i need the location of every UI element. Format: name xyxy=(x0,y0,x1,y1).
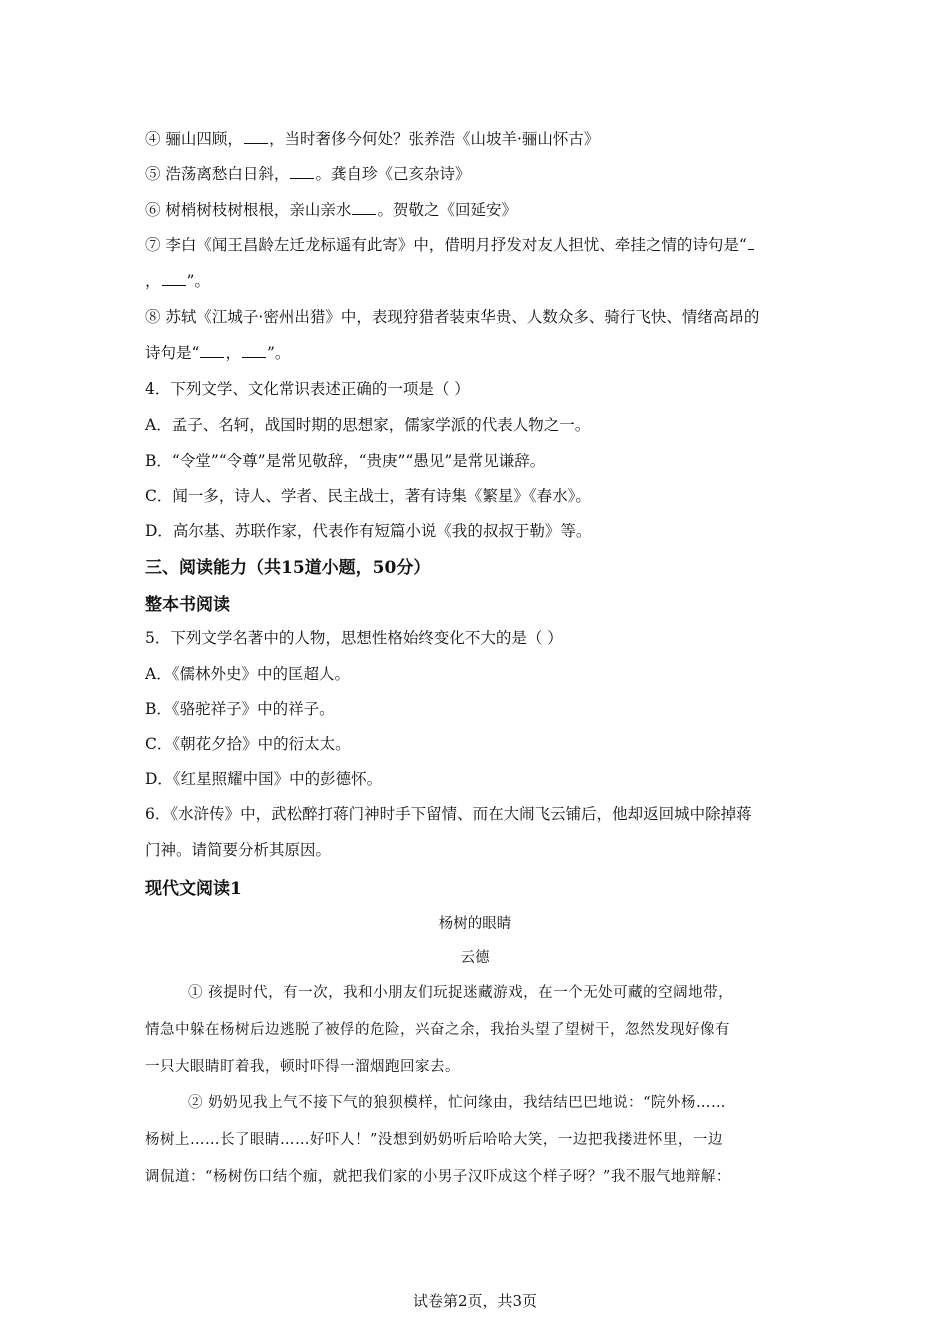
item-7-text: ⑦ 李白《闻王昌龄左迁龙标遥有此寄》中，借明月抒发对友人担忧、牵挂之情的诗句是“ xyxy=(145,236,747,254)
paragraph-2-line: 杨树上……长了眼睛……好吓人！”没想到奶奶听后哈哈大笑，一边把我搂进怀里，一边 xyxy=(145,1132,723,1148)
reading-section-title: 现代文阅读1 xyxy=(145,879,242,899)
answer-blank xyxy=(244,129,268,144)
paragraph-2-line: 调侃道：“杨树伤口结个痂，就把我们家的小男子汉吓成这个样子呀？”我不服气地辩解： xyxy=(145,1169,731,1185)
item-4-text-a: ④ 骊山四顾， xyxy=(145,130,243,148)
paragraph-1-line: 一只大眼睛盯着我，顿时吓得一溜烟跑回家去。 xyxy=(145,1059,460,1075)
item-7-close: ”。 xyxy=(186,272,210,290)
item-6-text-a: ⑥ 树梢树枝树根根，亲山亲水 xyxy=(145,201,352,219)
article-author: 云德 xyxy=(460,950,490,966)
question-6-line1: 6．《水浒传》中，武松醉打蒋门神时手下留情、而在大闹飞云铺后，他却返回城中除掉蒋 xyxy=(145,805,752,823)
article-title: 杨树的眼睛 xyxy=(438,916,512,932)
answer-blank xyxy=(242,343,266,358)
item-8-text-c: ”。 xyxy=(266,344,291,362)
item-5 xyxy=(145,162,470,184)
item-8-line1 xyxy=(145,305,759,327)
answer-blank xyxy=(290,164,314,179)
item-4-text-b: ，当时奢侈今何处？张养浩《山坡羊·骊山怀古》 xyxy=(268,130,600,148)
item-6 xyxy=(145,198,517,220)
question-4-option-a: A．孟子、名轲，战国时期的思想家，儒家学派的代表人物之一。 xyxy=(145,416,591,434)
question-5-stem: 5．下列文学名著中的人物，思想性格始终变化不大的是（ ） xyxy=(145,629,563,647)
item-6-text-b: 。贺敬之《回延安》 xyxy=(377,201,517,219)
item-8-text-a: 诗句是“ xyxy=(145,344,200,362)
paragraph-1-line: ① 孩提时代，有一次，我和小朋友们玩捉迷藏游戏，在一个无处可藏的空阔地带， xyxy=(188,985,734,1001)
item-5-text-a: ⑤ 浩荡离愁白日斜， xyxy=(145,165,290,183)
item-8-text-b: ， xyxy=(225,344,241,362)
item-7-line1 xyxy=(145,233,755,255)
question-6-line2: 门神。请简要分析其原因。 xyxy=(145,841,332,859)
answer-blank xyxy=(352,200,376,215)
item-8-text: ⑧ 苏轼《江城子·密州出猎》中，表现狩猎者装束华贵、人数众多、骑行飞快、情绪高昂的 xyxy=(145,308,760,326)
paragraph-2-line: ② 奶奶见我上气不接下气的狼狈模样，忙问缘由，我结结巴巴地说：“院外杨…… xyxy=(188,1095,727,1111)
question-4-option-b: B．“令堂”“令尊”是常见敬辞，“贵庚”“愚见”是常见谦辞。 xyxy=(145,452,546,470)
question-4-option-d: D．高尔基、苏联作家，代表作有短篇小说《我的叔叔于勒》等。 xyxy=(145,522,592,540)
answer-blank xyxy=(162,271,186,286)
question-5-option-d: D．《红星照耀中国》中的彭德怀。 xyxy=(145,770,383,788)
question-4-stem: 4．下列文学、文化常识表述正确的一项是（ ） xyxy=(145,380,470,398)
paragraph-1-line: 情急中躲在杨树后边逃脱了被俘的危险，兴奋之余，我抬头望了望树干，忽然发现好像有 xyxy=(145,1022,730,1038)
page-footer: 试卷第2页，共3页 xyxy=(412,1292,538,1310)
question-5-option-b: B．《骆驼祥子》中的祥子。 xyxy=(145,700,335,718)
question-5-option-c: C．《朝花夕拾》中的衍太太。 xyxy=(145,735,351,753)
question-5-option-a: A．《儒林外史》中的匡超人。 xyxy=(145,665,350,683)
subsection-title: 整本书阅读 xyxy=(145,595,230,615)
item-8-line2 xyxy=(145,341,290,363)
answer-blank xyxy=(748,235,754,250)
item-7-line2 xyxy=(145,269,210,291)
section-title: 三、阅读能力（共15道小题，50分） xyxy=(145,558,431,578)
item-5-text-b: 。龚自珍《己亥杂诗》 xyxy=(315,165,471,183)
answer-blank xyxy=(200,343,224,358)
item-7-comma: ， xyxy=(145,272,161,290)
question-4-option-c: C．闻一多，诗人、学者、民主战士，著有诗集《繁星》《春水》。 xyxy=(145,487,591,505)
item-4 xyxy=(145,127,599,149)
